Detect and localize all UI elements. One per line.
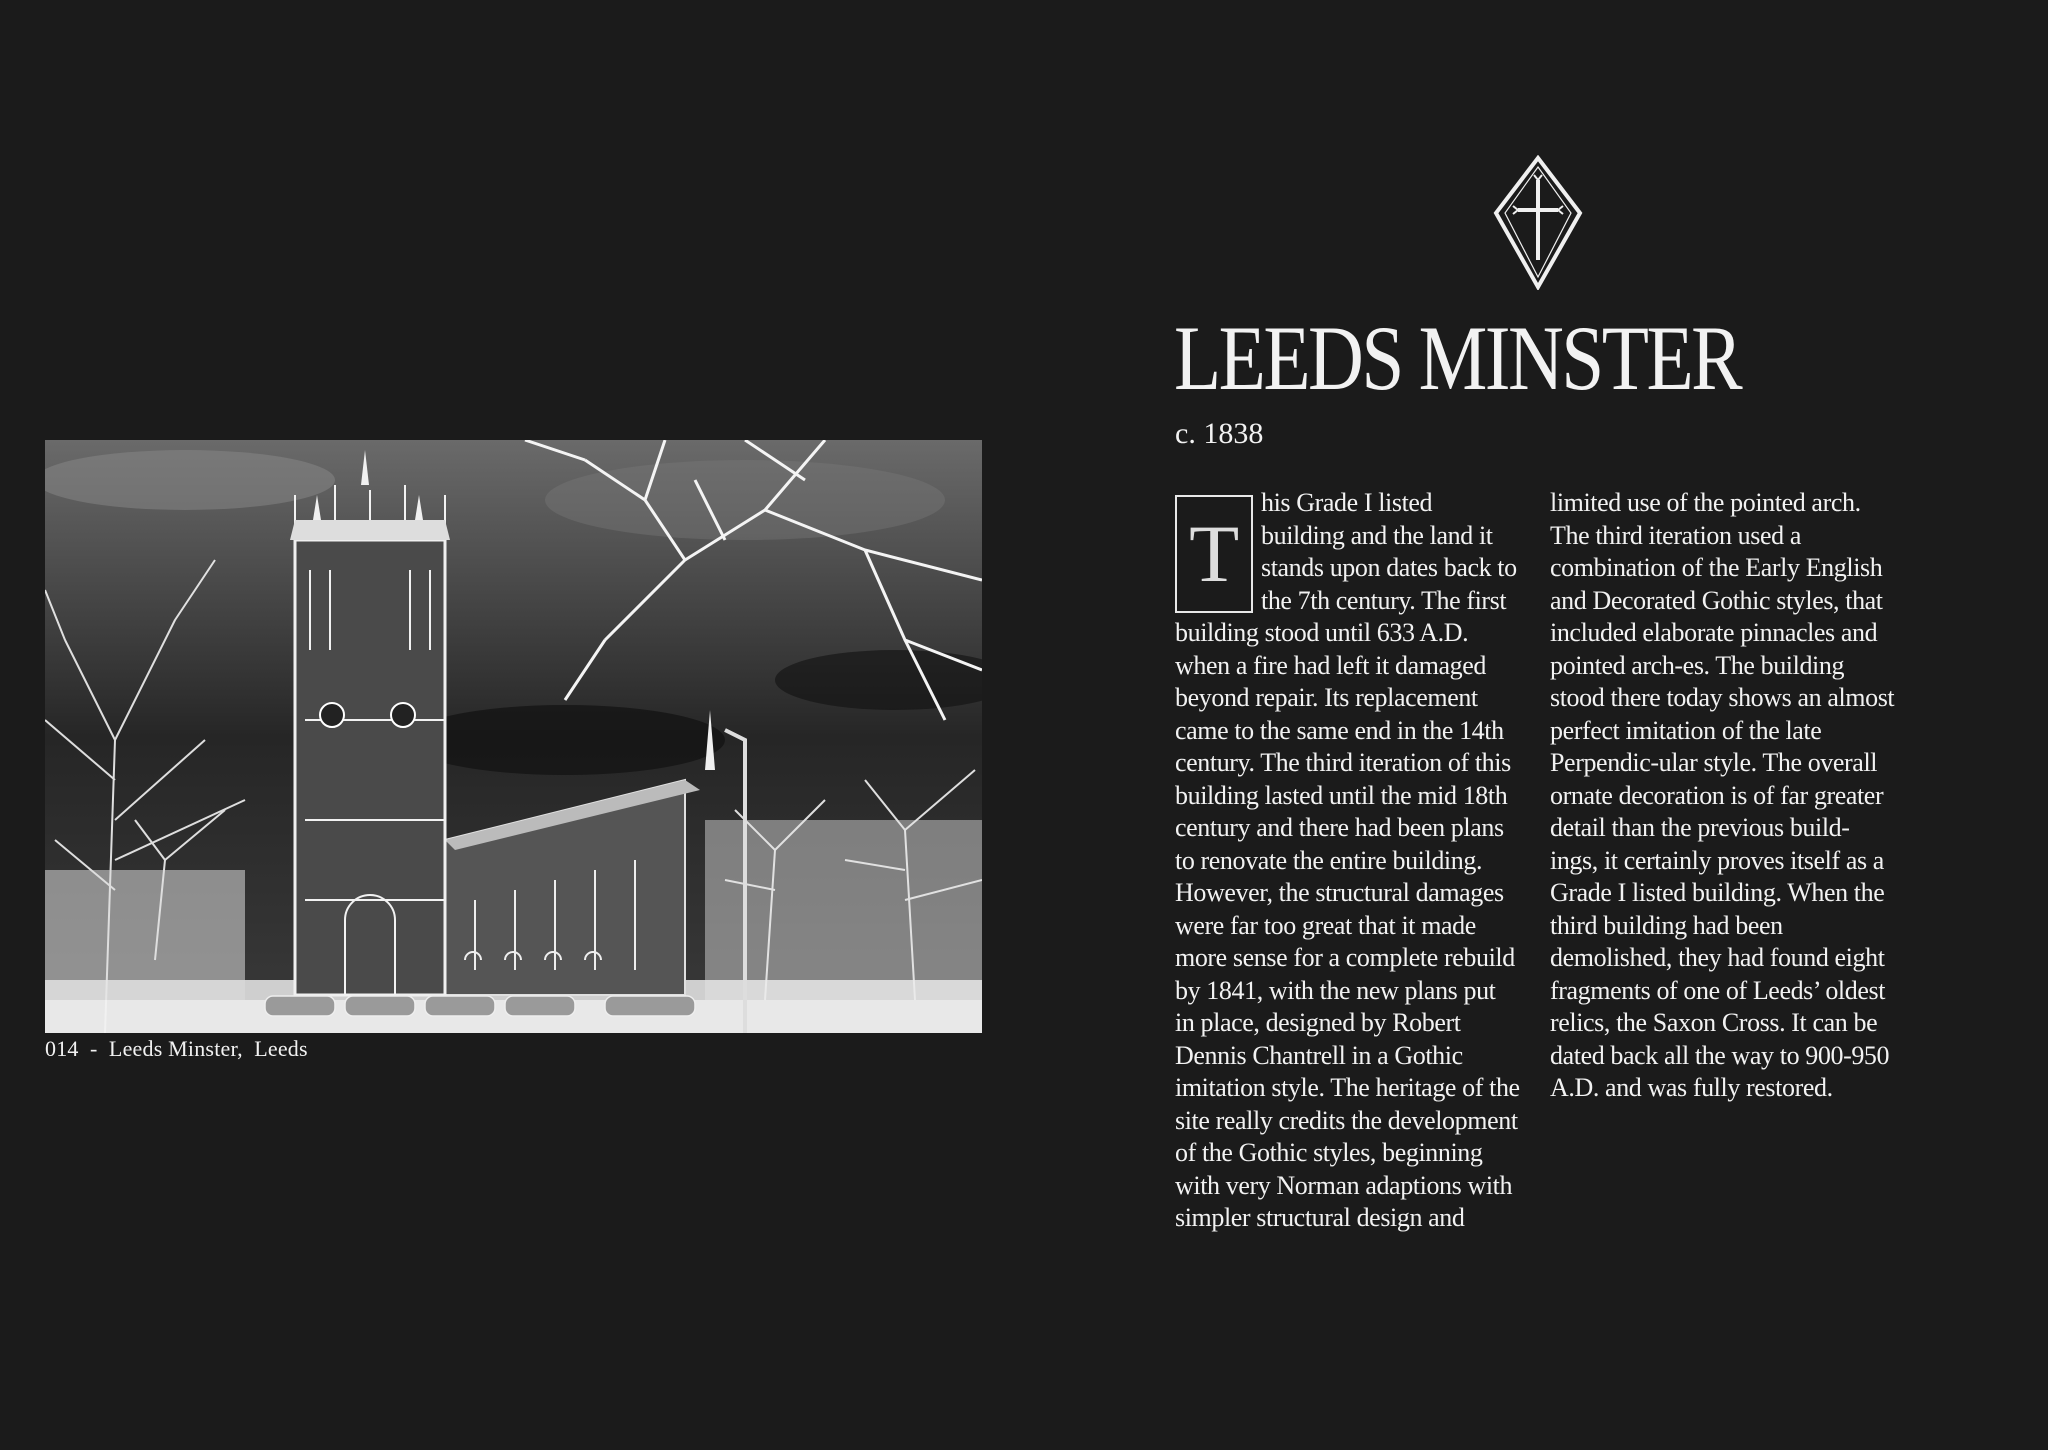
cross-emblem-icon <box>1493 155 1583 290</box>
page-title: LEEDS MINSTER <box>1174 307 1741 409</box>
drop-cap: T <box>1175 495 1253 613</box>
date-subtitle: c. 1838 <box>1175 417 1264 450</box>
photo-caption: 014 - Leeds Minster, Leeds <box>45 1036 308 1061</box>
body-text: his Grade I listed building and the land it stands upon dates back to the 7th century. The first building stood until 633 A.D. when a fire had left it damaged beyond repair. Its replacement came to the same end in the 14th century. The third iteration of this building lasted until the mid 18th century and there had been plans to renovate the entire building. However, the structural damages were far too great that it made more sense for a complete rebuild by 1841, with the new plans put in place, designed by Robert Dennis Chantrell in a Gothic imitation style. The heritage of the site really credits the development of the Gothic styles, beginning with very Norman adaptions with simpler structural design and limited use of the pointed arch. The third iteration used a combination of the Early English and Decorated Gothic styles, that included elaborate pinnacles and pointed arch-es. The building stood there today shows an almost perfect imitation of the late Perpendic-ular style. The overall ornate decoration is of far greater detail than the previous build-ings, it certainly proves itself as a Grade I listed building. When the third building had been demolished, they had found eight fragments of one of Leeds’ oldest relics, the Saxon Cross. It can be dated back all the way to 900-950 A.D. and was fully restored. <box>1175 488 1895 1232</box>
article-body <box>1175 487 1895 1237</box>
cathedral-photo <box>45 440 982 1033</box>
